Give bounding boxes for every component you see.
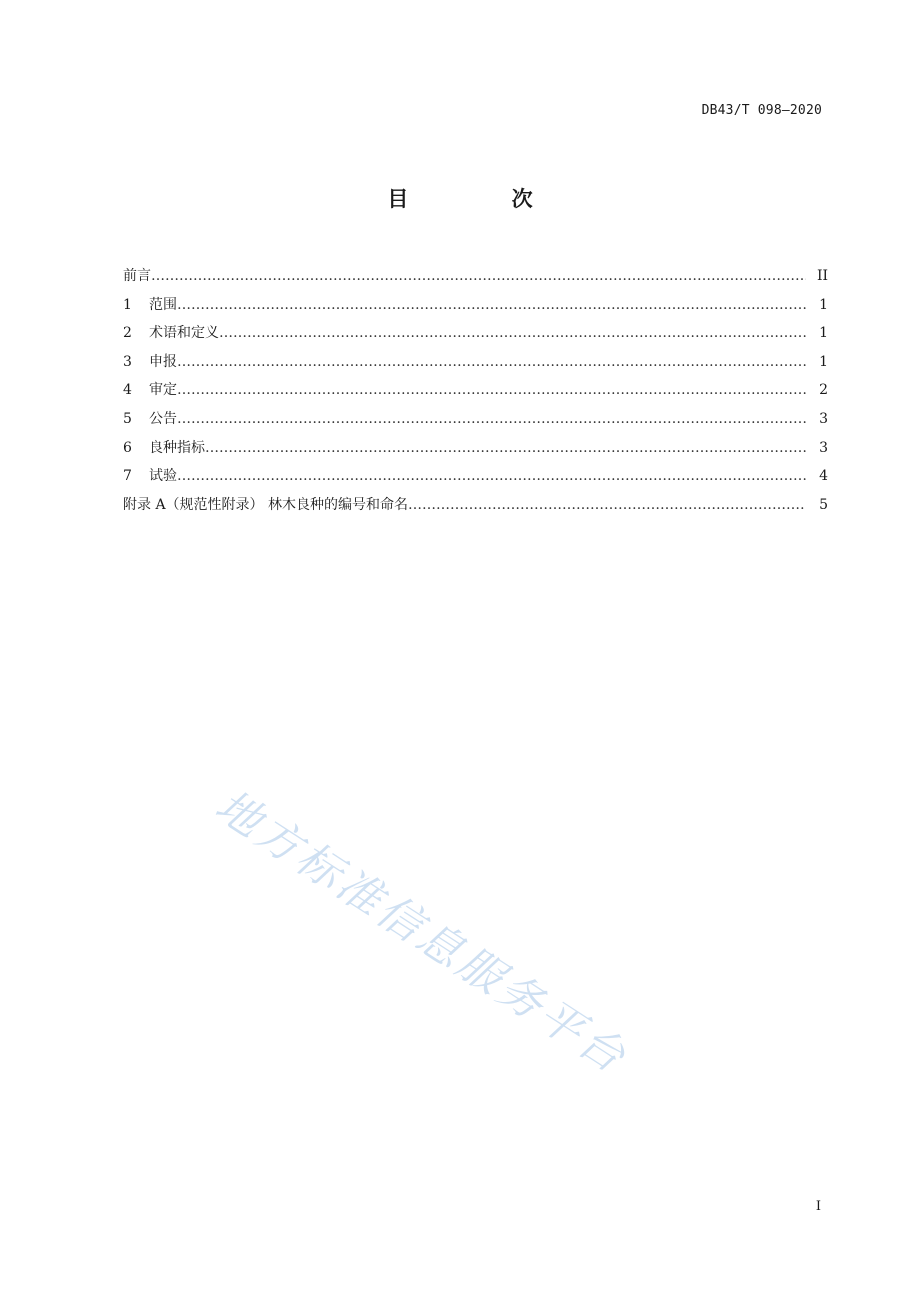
- toc-entry-page: 1: [819, 353, 828, 370]
- toc-entry-label: 前言: [123, 268, 151, 284]
- toc-entry-label: 公告: [149, 410, 177, 427]
- toc-entry-number: 1: [123, 296, 132, 313]
- page-number: I: [815, 1199, 821, 1214]
- toc-entry-number: 3: [123, 353, 132, 370]
- toc-leader-dots: [177, 291, 806, 320]
- toc-leader-dots: [177, 348, 806, 377]
- toc-entry-number: 4: [123, 382, 132, 399]
- toc-leader-dots: [177, 405, 806, 434]
- toc-entry-testing[interactable]: [123, 462, 828, 491]
- toc-entry-indicators[interactable]: [123, 434, 828, 463]
- toc-entry-application[interactable]: [123, 348, 828, 377]
- toc-entry-page: 1: [819, 325, 828, 342]
- toc-entry-label: 良种指标: [149, 439, 205, 456]
- toc-leader-dots: [177, 376, 806, 405]
- toc-entry-page: II: [816, 268, 828, 284]
- watermark: 地方标准信息服务平台: [206, 780, 637, 1085]
- toc-entry-page: 3: [819, 439, 828, 456]
- toc-entry-scope[interactable]: [123, 291, 828, 320]
- toc-leader-dots: [205, 434, 806, 463]
- toc-leader-dots: [219, 319, 806, 348]
- page-title: 目 次: [387, 187, 581, 211]
- toc-entry-page: 5: [819, 496, 828, 513]
- toc-leader-dots: [151, 262, 806, 291]
- document-code: DB43/T 098—2020: [701, 103, 822, 118]
- toc-entry-label: 范围: [149, 296, 177, 313]
- toc-entry-page: 1: [819, 296, 828, 313]
- toc-entry-appendix-a[interactable]: [123, 491, 828, 520]
- toc-entry-label: 申报: [149, 353, 177, 370]
- toc-entry-terms[interactable]: [123, 319, 828, 348]
- toc-entry-approval[interactable]: [123, 376, 828, 405]
- toc-entry-number: 6: [123, 439, 132, 456]
- toc-leader-dots: [177, 462, 806, 491]
- table-of-contents: [123, 262, 828, 519]
- toc-entry-page: 2: [819, 382, 828, 399]
- toc-entry-number: 2: [123, 325, 132, 342]
- toc-entry-number: 7: [123, 468, 132, 485]
- toc-entry-label: 审定: [149, 382, 177, 399]
- toc-entry-announcement[interactable]: [123, 405, 828, 434]
- toc-leader-dots: [408, 491, 806, 520]
- toc-entry-label: 试验: [149, 468, 177, 485]
- toc-entry-page: 3: [819, 410, 828, 427]
- toc-entry-label: 附录 A（规范性附录） 林木良种的编号和命名: [123, 496, 409, 513]
- toc-entry-page: 4: [819, 468, 828, 485]
- toc-entry-foreword[interactable]: [123, 262, 828, 291]
- toc-entry-number: 5: [123, 410, 132, 427]
- toc-entry-label: 术语和定义: [149, 325, 219, 342]
